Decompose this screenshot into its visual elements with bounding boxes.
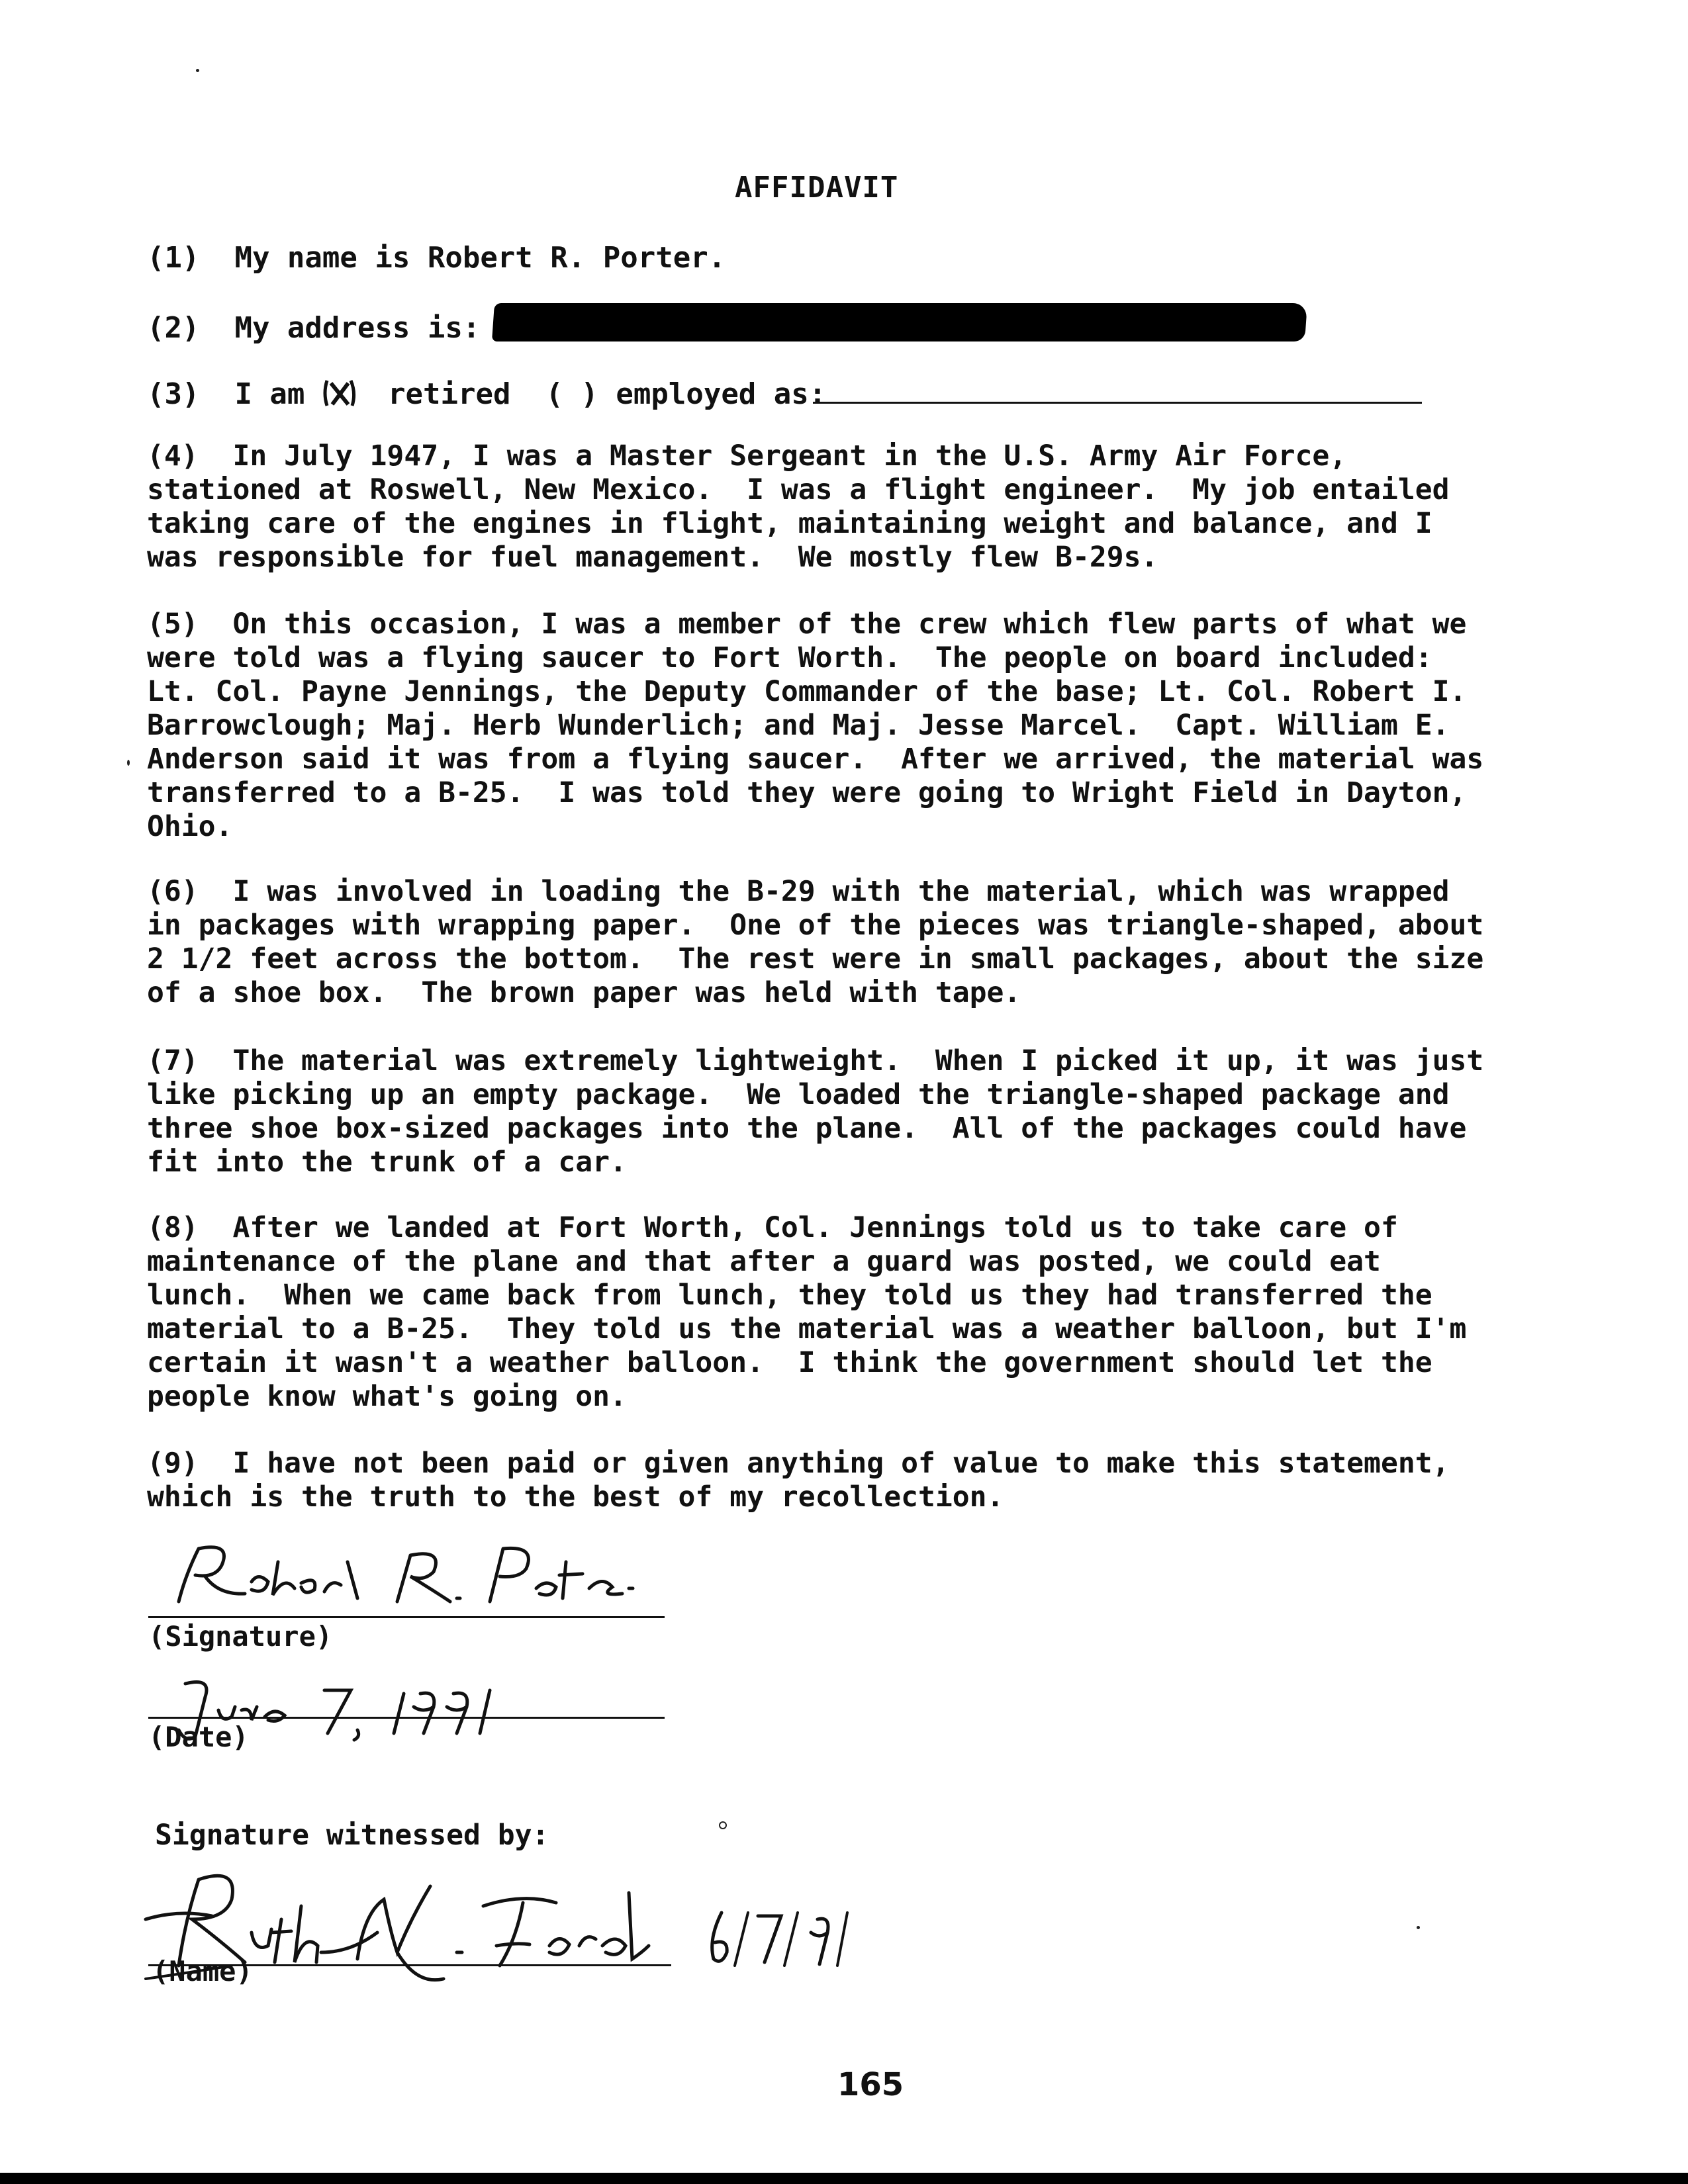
document-title: AFFIDAVIT <box>735 171 899 205</box>
witness-heading: Signature witnessed by: <box>155 1819 549 1852</box>
handwritten-signature <box>159 1535 635 1615</box>
scan-speck <box>719 1821 727 1829</box>
statement-status-options: retired ( ) employed as: <box>388 377 827 411</box>
scan-edge-bar <box>0 2173 1688 2184</box>
paragraph-8: (8) After we landed at Fort Worth, Col. Jennings told us to take care of maintenance of the plane and that after a guard was posted, we could eat lunch. When we came back from lunch, they told us they had transferred the material to a B-25. They told us the material was a weather balloon, but I'm certain it wasn't a weather balloon. I think the government should let the people know what's going on. <box>147 1211 1467 1413</box>
paragraph-6: (6) I was involved in loading the B-29 with the material, which was wrapped in packages with wrapping paper. One of the pieces was triangle-shaped, about 2 1/2 feet across the bottom. The rest were in small packages, about the size of a shoe box. The brown paper was held with tape. <box>147 875 1484 1009</box>
scan-speck <box>127 760 130 766</box>
statement-status-prefix: (3) I am <box>147 377 305 411</box>
checked-box-mark-icon <box>322 377 357 410</box>
name-caption: (Name) <box>152 1955 253 1987</box>
date-caption: (Date) <box>148 1721 249 1753</box>
scan-speck <box>1417 1926 1420 1929</box>
employed-as-blank <box>813 402 1422 404</box>
signature-line <box>148 1616 665 1618</box>
paragraph-4: (4) In July 1947, I was a Master Sergeant in the U.S. Army Air Force, stationed at Roswell, New Mexico. I was a flight engineer. My job entailed taking care of the engines in flight, maintaining weight and balance, and I was responsible for fuel management. We mostly flew B-29s. <box>147 439 1450 574</box>
statement-address: (2) My address is: <box>147 311 481 345</box>
paragraph-7: (7) The material was extremely lightweight. When I picked it up, it was just like picking up an empty package. We loaded the triangle-shaped package and three shoe box-sized packages into the plane. All of the packages could have fit into the trunk of a car. <box>147 1044 1484 1179</box>
statement-name: (1) My name is Robert R. Porter. <box>147 241 726 275</box>
paragraph-5: (5) On this occasion, I was a member of the crew which flew parts of what we were told was a flying saucer to Fort Worth. The people on board included: Lt. Col. Payne Jennings, the Deputy Commander of the base; Lt. Col. Robert I. Barrowclough; Maj. Herb Wunderlich; and Maj. Jesse Marcel. Capt. William E. Anderson said it was from a flying saucer. After we arrived, the material was transferred to a B-25. I was told they were going to Wright Field in Dayton, Ohio. <box>147 608 1484 843</box>
paragraph-9: (9) I have not been paid or given anything of value to make this statement, which is the truth to the best of my recollection. <box>147 1447 1450 1514</box>
date-line <box>148 1717 665 1719</box>
page-number: 165 <box>837 2066 904 2103</box>
scan-speck <box>196 69 199 72</box>
redacted-address-bar <box>492 303 1307 341</box>
signature-caption: (Signature) <box>148 1620 333 1653</box>
handwritten-witness-date <box>702 1899 874 1972</box>
